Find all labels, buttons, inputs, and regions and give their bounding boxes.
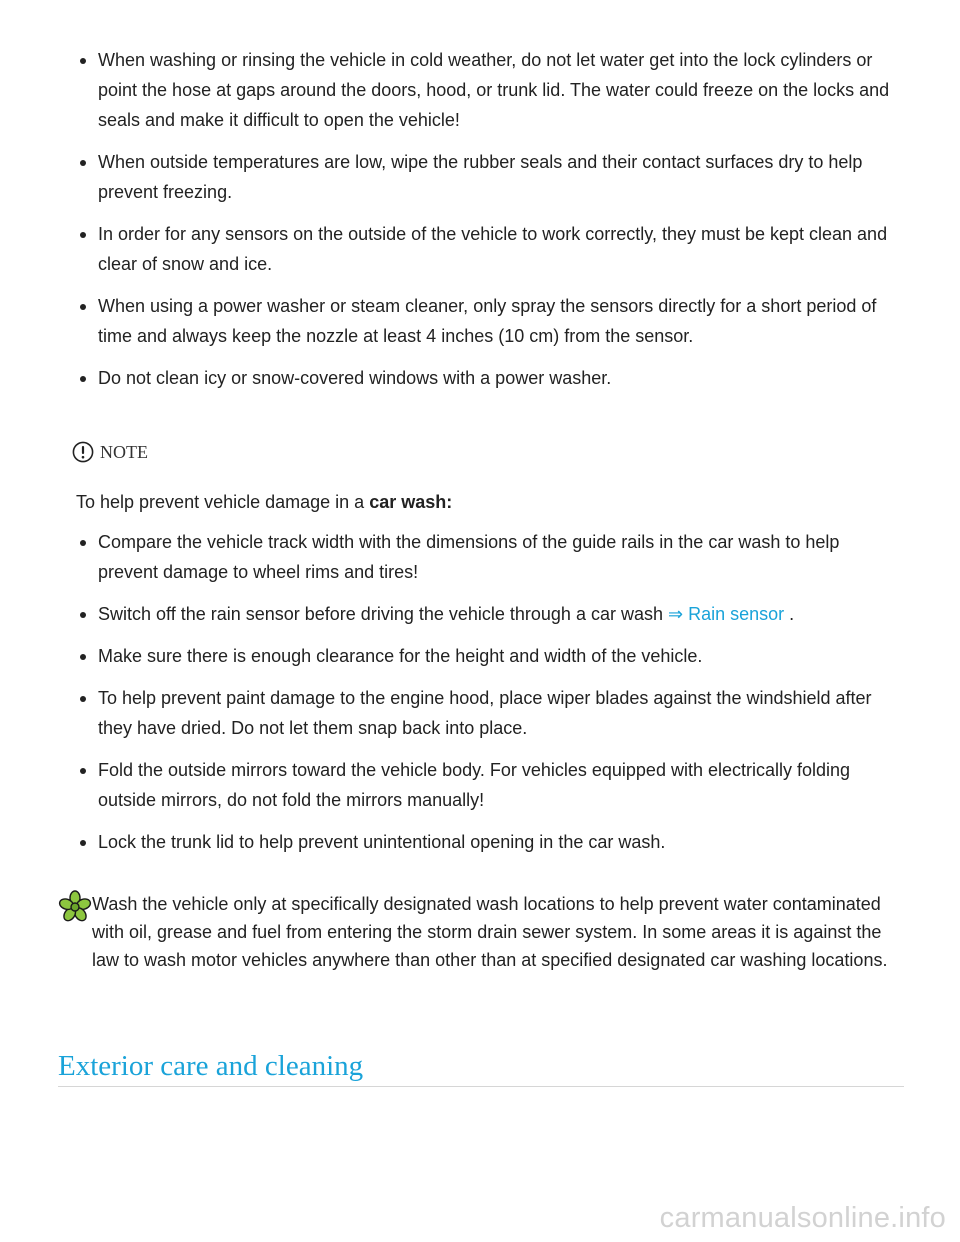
list-item: Lock the trunk lid to help prevent unintentional opening in the car wash.	[0, 827, 960, 857]
list-item: To help prevent paint damage to the engine hood, place wiper blades against the windshield after they have dried. Do not let them snap back into place.	[0, 683, 960, 743]
list-item: When outside temperatures are low, wipe the rubber seals and their contact surfaces dry to help prevent freezing.	[0, 147, 960, 207]
list-item: Compare the vehicle track width with the dimensions of the guide rails in the car wash to help prevent damage to wheel rims and tires!	[0, 527, 960, 587]
environment-note	[58, 890, 898, 974]
list-item	[0, 599, 960, 629]
list-item: When using a power washer or steam cleaner, only spray the sensors directly for a short period of time and always keep the nozzle at least 4 inches (10 cm) from the sensor.	[0, 291, 960, 351]
list-item: Do not clean icy or snow-covered windows with a power washer.	[0, 363, 960, 393]
list-item: When washing or rinsing the vehicle in cold weather, do not let water get into the lock cylinders or point the hose at gaps around the doors, hood, or trunk lid. The water could freeze on the locks and seals and make it difficult to open the vehicle!	[0, 45, 960, 135]
cold-weather-warning-list	[0, 45, 960, 405]
note-heading	[72, 440, 148, 464]
list-item-text: Switch off the rain sensor before driving the vehicle through a car wash	[98, 604, 668, 624]
environment-text: Wash the vehicle only at specifically designated wash locations to help prevent water contaminated with oil, grease and fuel from entering the storm drain sewer system. In some areas it is against the law to wash motor vehicles anywhere than other than at specified designated car washing locations.	[92, 894, 888, 970]
list-item: Make sure there is enough clearance for the height and width of the vehicle.	[0, 641, 960, 671]
note-intro-text: To help prevent vehicle damage in a	[76, 492, 370, 512]
car-wash-list	[0, 527, 960, 869]
watermark: carmanualsonline.info	[659, 1202, 946, 1234]
list-item: Fold the outside mirrors toward the vehicle body. For vehicles equipped with electrically folding outside mirrors, do not fold the mirrors manually!	[0, 755, 960, 815]
rain-sensor-link[interactable]: ⇒ Rain sensor	[667, 604, 785, 624]
exclamation-circle-icon	[72, 441, 94, 463]
note-label: NOTE	[100, 441, 148, 462]
list-item: In order for any sensors on the outside of the vehicle to work correctly, they must be kept clean and clear of snow and ice.	[0, 219, 960, 279]
list-item-after: .	[784, 604, 795, 624]
environment-flower-icon	[58, 890, 92, 924]
section-title: Exterior care and cleaning	[58, 1050, 364, 1082]
note-intro-bold: car wash:	[369, 492, 453, 512]
section-divider	[58, 1086, 904, 1087]
note-intro	[76, 487, 452, 517]
